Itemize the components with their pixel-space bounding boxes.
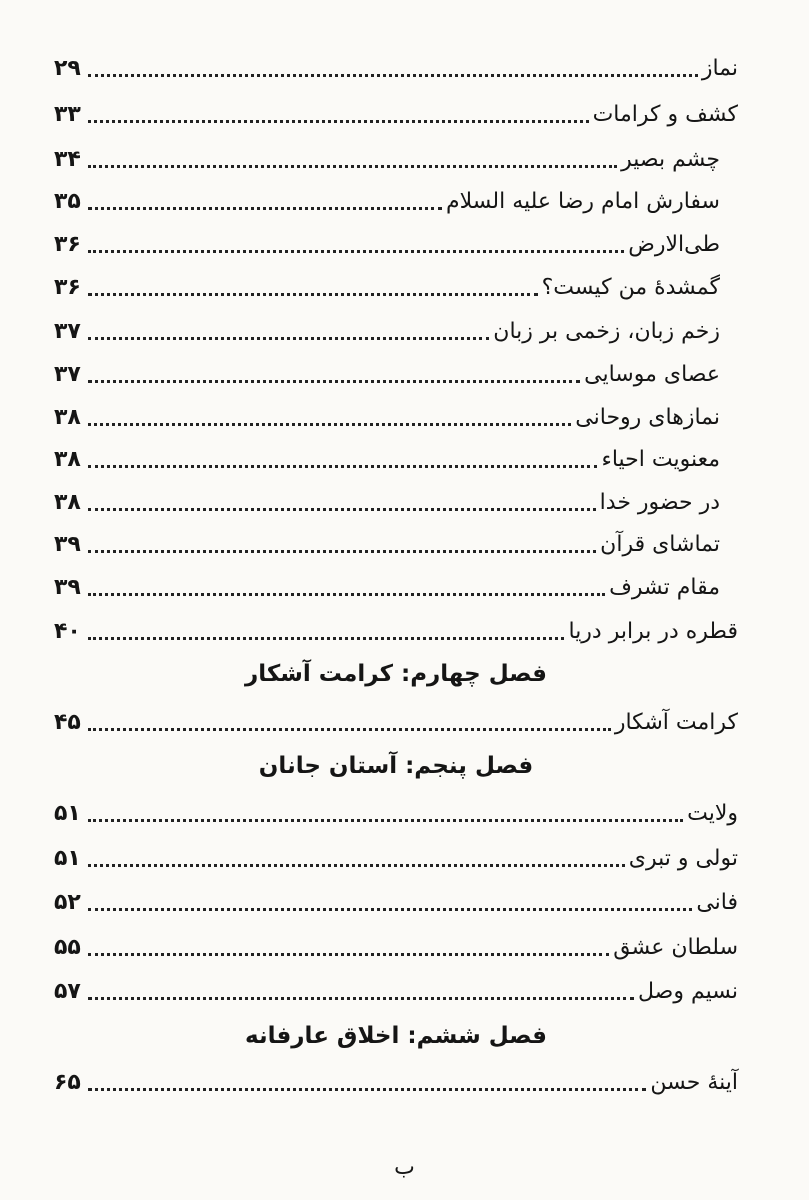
chapter-name: کرامت آشکار xyxy=(245,661,393,687)
dot-leader xyxy=(88,908,692,911)
dot-leader xyxy=(88,380,580,383)
entry-title: چشم بصیر xyxy=(621,147,720,172)
dot-leader xyxy=(88,637,564,640)
entry-title: معنویت احیاء xyxy=(601,447,720,472)
entry-title: کرامت آشکار xyxy=(614,710,738,735)
entry-title: کشف و کرامات xyxy=(592,102,738,127)
entry-title: فانی xyxy=(696,890,738,915)
dot-leader xyxy=(88,423,571,426)
toc-entry xyxy=(54,613,738,647)
chapter-heading xyxy=(54,1020,738,1052)
page-number: ۳۸ xyxy=(54,447,81,472)
toc-entry xyxy=(54,50,738,84)
page-number: ۳۷ xyxy=(54,319,81,344)
dot-leader xyxy=(88,508,596,511)
toc-entry xyxy=(54,795,738,829)
dot-leader xyxy=(88,207,442,210)
page-number: ۳۹ xyxy=(54,575,81,600)
chapter-name: اخلاق عارفانه xyxy=(245,1023,400,1049)
page-number: ۵۵ xyxy=(54,935,81,960)
page-number: ۳۸ xyxy=(54,490,81,515)
chapter-label: فصل پنجم : xyxy=(397,753,533,779)
entry-title: تولی و تبری xyxy=(628,846,738,871)
dot-leader xyxy=(88,819,683,822)
toc-entry xyxy=(54,183,738,217)
toc-entry xyxy=(54,840,738,874)
dot-leader xyxy=(88,465,597,468)
dot-leader xyxy=(88,953,609,956)
page-number: ۲۹ xyxy=(54,56,81,81)
entry-title: در حضور خدا xyxy=(599,490,720,515)
dot-leader xyxy=(88,293,538,296)
toc-entry xyxy=(54,313,738,347)
page-number: ۶۵ xyxy=(54,1070,81,1095)
page-number: ۳۹ xyxy=(54,532,81,557)
toc-entry xyxy=(54,141,738,175)
dot-leader xyxy=(88,550,596,553)
toc-entry xyxy=(54,973,738,1007)
page-number: ۴۰ xyxy=(54,619,81,644)
entry-title: آینهٔ حسن xyxy=(650,1070,738,1095)
toc-entry xyxy=(54,96,738,130)
page-number: ۳۳ xyxy=(54,102,81,127)
page-number: ۳۸ xyxy=(54,405,81,430)
toc-entry xyxy=(54,526,738,560)
toc-entry xyxy=(54,226,738,260)
chapter-heading xyxy=(54,750,738,782)
page-number: ۳۵ xyxy=(54,189,81,214)
dot-leader xyxy=(88,1088,646,1091)
dot-leader xyxy=(88,165,617,168)
toc-entry xyxy=(54,441,738,475)
toc-entry xyxy=(54,484,738,518)
chapter-heading xyxy=(54,658,738,690)
page-folio: ب xyxy=(394,1155,415,1180)
dot-leader xyxy=(88,74,698,77)
dot-leader xyxy=(88,593,605,596)
page-number: ۵۱ xyxy=(54,846,81,871)
toc-entry xyxy=(54,269,738,303)
toc-entry xyxy=(54,1064,738,1098)
entry-title: ولایت xyxy=(687,801,738,826)
dot-leader xyxy=(88,250,624,253)
entry-title: طی‌الارض xyxy=(628,232,720,257)
entry-title: نسیم وصل xyxy=(638,979,738,1004)
entry-title: سلطان عشق xyxy=(613,935,738,960)
page-number: ۳۴ xyxy=(54,147,81,172)
toc-entry xyxy=(54,884,738,918)
entry-title: نمازهای روحانی xyxy=(575,405,720,430)
dot-leader xyxy=(88,997,634,1000)
page-number: ۳۶ xyxy=(54,275,81,300)
entry-title: نماز xyxy=(701,56,738,81)
entry-title: قطره در برابر دریا xyxy=(568,619,738,644)
page-number: ۵۷ xyxy=(54,979,81,1004)
chapter-label: فصل ششم : xyxy=(399,1023,547,1049)
page-number: ۳۷ xyxy=(54,362,81,387)
dot-leader xyxy=(88,864,625,867)
entry-title: سفارش امام رضا علیه السلام xyxy=(446,189,720,214)
dot-leader xyxy=(88,120,589,123)
dot-leader xyxy=(88,728,611,731)
entry-title: زخم زبان، زخمی بر زبان xyxy=(493,319,720,344)
dot-leader xyxy=(88,337,489,340)
page-number: ۳۶ xyxy=(54,232,81,257)
toc-entry xyxy=(54,704,738,738)
entry-title: عصای موسایی xyxy=(584,362,720,387)
page-number: ۵۱ xyxy=(54,801,81,826)
page-number: ۵۲ xyxy=(54,890,81,915)
toc-entry xyxy=(54,929,738,963)
chapter-name: آستان جانان xyxy=(258,753,398,779)
entry-title: مقام تشرف xyxy=(609,575,720,600)
entry-title: تماشای قرآن xyxy=(600,532,720,557)
entry-title: گمشدهٔ من کیست؟ xyxy=(541,275,720,300)
toc-entry xyxy=(54,399,738,433)
page-number: ۴۵ xyxy=(54,710,81,735)
chapter-label: فصل چهارم : xyxy=(393,661,547,687)
toc-entry xyxy=(54,356,738,390)
toc-entry xyxy=(54,569,738,603)
